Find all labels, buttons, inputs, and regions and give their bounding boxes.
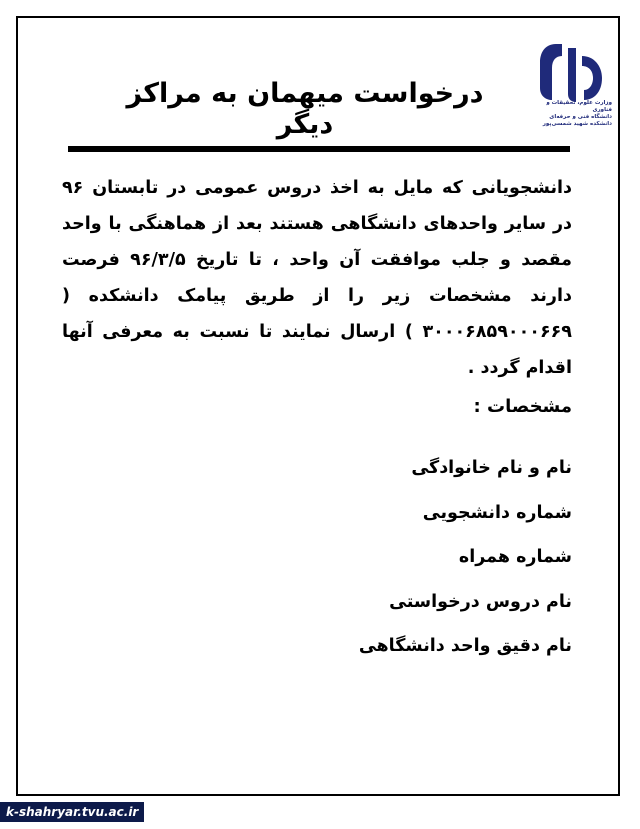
spec-item-mobile: شماره همراه [458,547,572,567]
spec-item-courses: نام دروس درخواستی [389,591,572,612]
spec-heading: مشخصات : [473,396,572,417]
spec-item-unit: نام دقیق واحد دانشگاهی [358,636,572,656]
title-divider [68,146,570,152]
announcement-body: دانشجویانی که مایل به اخذ دروس عمومی در تابستان ۹۶ در سایر واحدهای دانشگاهی هستند بعد از هماهنگی با واحد مقصد و جلب موافقت آن واحد ، تا تاریخ ۹۶/۳/۵ فرصت دارند مشخصات زیر را از طریق پیامک دانشکده ( ۳۰۰۰۶۸۵۹۰۰۰۶۶۹ ) ارسال نمایند تا نسبت به معرفی آنها اقدام گردد . [62,178,572,378]
logo-caption [530,100,612,128]
page-title: درخواست میهمان به مراکز دیگر [126,78,484,140]
website-link[interactable]: k-shahryar.tvu.ac.ir [0,802,144,822]
logo-caption-line: دانشگاه فنی و حرفه‌ای [549,114,612,120]
logo-caption-line: وزارت علوم، تحقیقات و فناوری [546,100,612,113]
logo-caption-line: دانشکده شهید شمسی‌پور [542,121,612,127]
spec-item-student-number: شماره دانشجویی [422,502,572,523]
spec-item-name: نام و نام خانوادگی [411,458,572,478]
spec-list [359,450,572,673]
